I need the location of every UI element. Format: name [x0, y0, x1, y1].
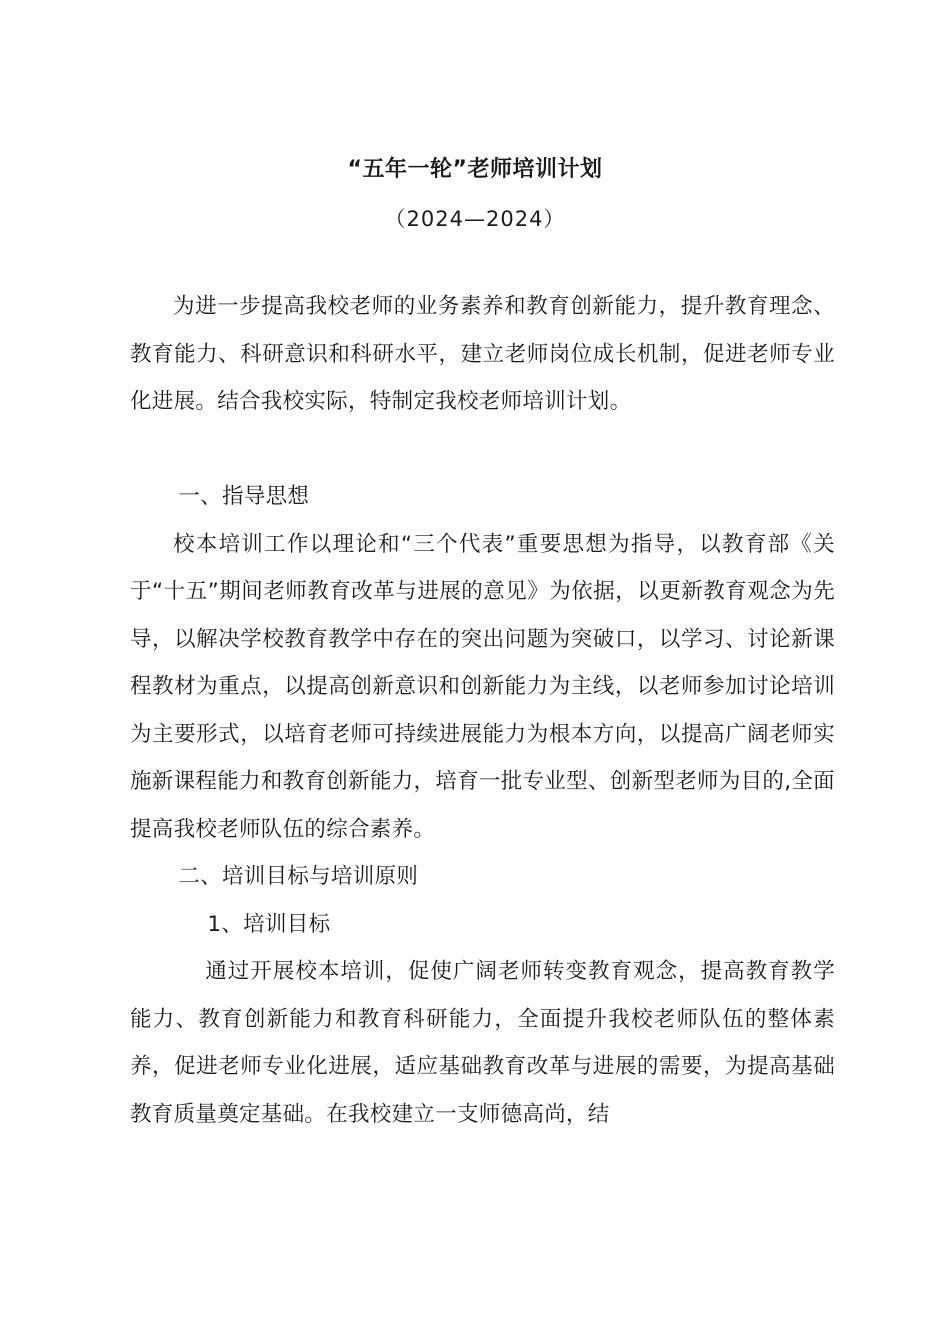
document-title: “五年一轮”老师培训计划	[347, 157, 603, 182]
document-subtitle: （2024—2024）	[384, 207, 566, 231]
section-heading-goals-principles: 二、培训目标与培训原则	[178, 864, 419, 889]
intro-paragraph: 为进一步提高我校老师的业务素养和教育创新能力，提升教育理念、教育能力、科研意识和科研水平，建立老师岗位成长机制，促进老师专业化进展。结合我校实际，特制定我校老师培训计划。	[130, 294, 835, 414]
section-paragraph-guiding-ideology: 校本培训工作以理论和“三个代表”重要思想为指导，以教育部《关于“十五”期间老师教育改革与进展的意见》为依据，以更新教育观念为先导，以解决学校教育教学中存在的突出问题为突破口，以学习、讨论新课程教材为重点，以提高创新意识和创新能力为主线，以老师参加讨论培训为主要形式，以培育老师可持续进展能力为根本方向，以提高广阔老师实施新课程能力和教育创新能力，培育一批专业型、创新型老师为目的,全面提高我校老师队伍的综合素养。	[130, 531, 835, 842]
intro-block	[130, 283, 835, 426]
subsection-paragraph-training-goals: 通过开展校本培训，促使广阔老师转变教育观念，提高教育教学能力、教育创新能力和教育科研能力，全面提升我校老师队伍的整体素养，促进老师专业化进展，适应基础教育改革与进展的需要，为提高基础教育质量奠定基础。在我校建立一支师德高尚，结	[130, 959, 835, 1127]
section-heading-guiding-ideology: 一、指导思想	[178, 484, 310, 509]
main-block	[130, 473, 835, 1138]
subsection-heading-training-goals: 1、培训目标	[207, 911, 331, 937]
